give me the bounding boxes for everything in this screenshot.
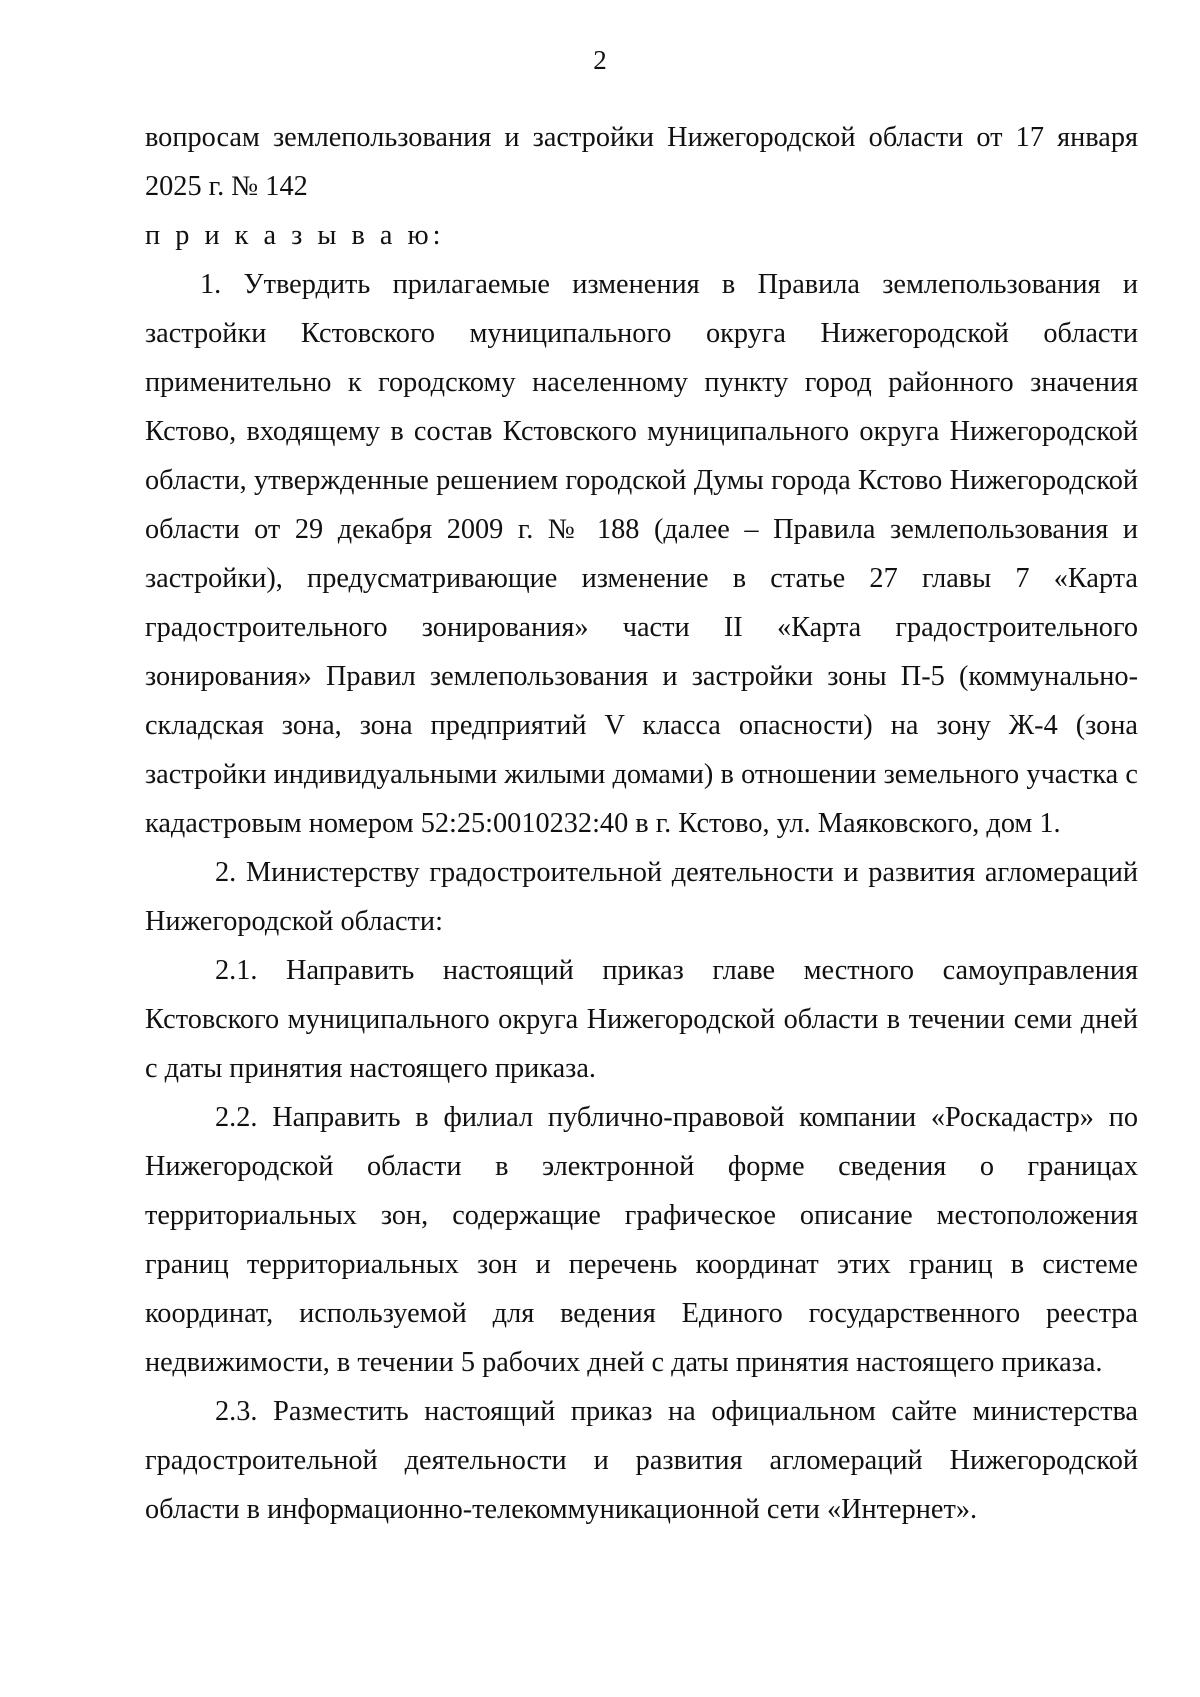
paragraph-item-1: 1. Утвердить прилагаемые изменения в Правила землепользования и застройки Кстовского муниципального округа Нижегородской области применительно к городскому населенному пункту город районного значения Кстово, входящему в состав Кстовского муниципального округа Нижегородской области, утвержденные решением городской Думы города Кстово Нижегородской области от 29 декабря 2009 г. № 188 (далее – Правила землепользования и застройки), предусматривающие изменение в статье 27 главы 7 «Карта градостроительного зонирования» части II «Карта градостроительного зонирования» Правил землепользования и застройки зоны П-5 (коммунально-складская зона, зона предприятий V класса опасности) на зону Ж-4 (зона застройки индивидуальными жилыми домами) в отношении земельного участка с кадастровым номером 52:25:0010232:40 в г. Кстово, ул. Маяковского, дом 1. bbox=[145, 269, 1138, 839]
document-body bbox=[145, 113, 1138, 1534]
paragraph-item-2: 2. Министерству градостроительной деятельности и развития агломераций Нижегородской области: bbox=[145, 857, 1138, 937]
paragraph-item-2-3: 2.3. Разместить настоящий приказ на официальном сайте министерства градостроительной деятельности и развития агломераций Нижегородской области в информационно-телекоммуникационной сети «Интернет». bbox=[145, 1396, 1138, 1525]
paragraph-item-2-1: 2.1. Направить настоящий приказ главе местного самоуправления Кстовского муниципального округа Нижегородской области в течении семи дней с даты принятия настоящего приказа. bbox=[145, 955, 1138, 1084]
paragraph-item-2-2: 2.2. Направить в филиал публично-правовой компании «Роскадастр» по Нижегородской области в электронной форме сведения о границах территориальных зон, содержащие графическое описание местоположения границ территориальных зон и перечень координат этих границ в системе координат, используемой для ведения Единого государственного реестра недвижимости, в течении 5 рабочих дней с даты принятия настоящего приказа. bbox=[145, 1102, 1138, 1378]
paragraph-continuation: вопросам землепользования и застройки Нижегородской области от 17 января 2025 г. № 142 bbox=[145, 122, 1138, 202]
paragraph-order-word: п р и к а з ы в а ю: bbox=[145, 220, 445, 251]
page-number: 2 bbox=[593, 45, 607, 75]
